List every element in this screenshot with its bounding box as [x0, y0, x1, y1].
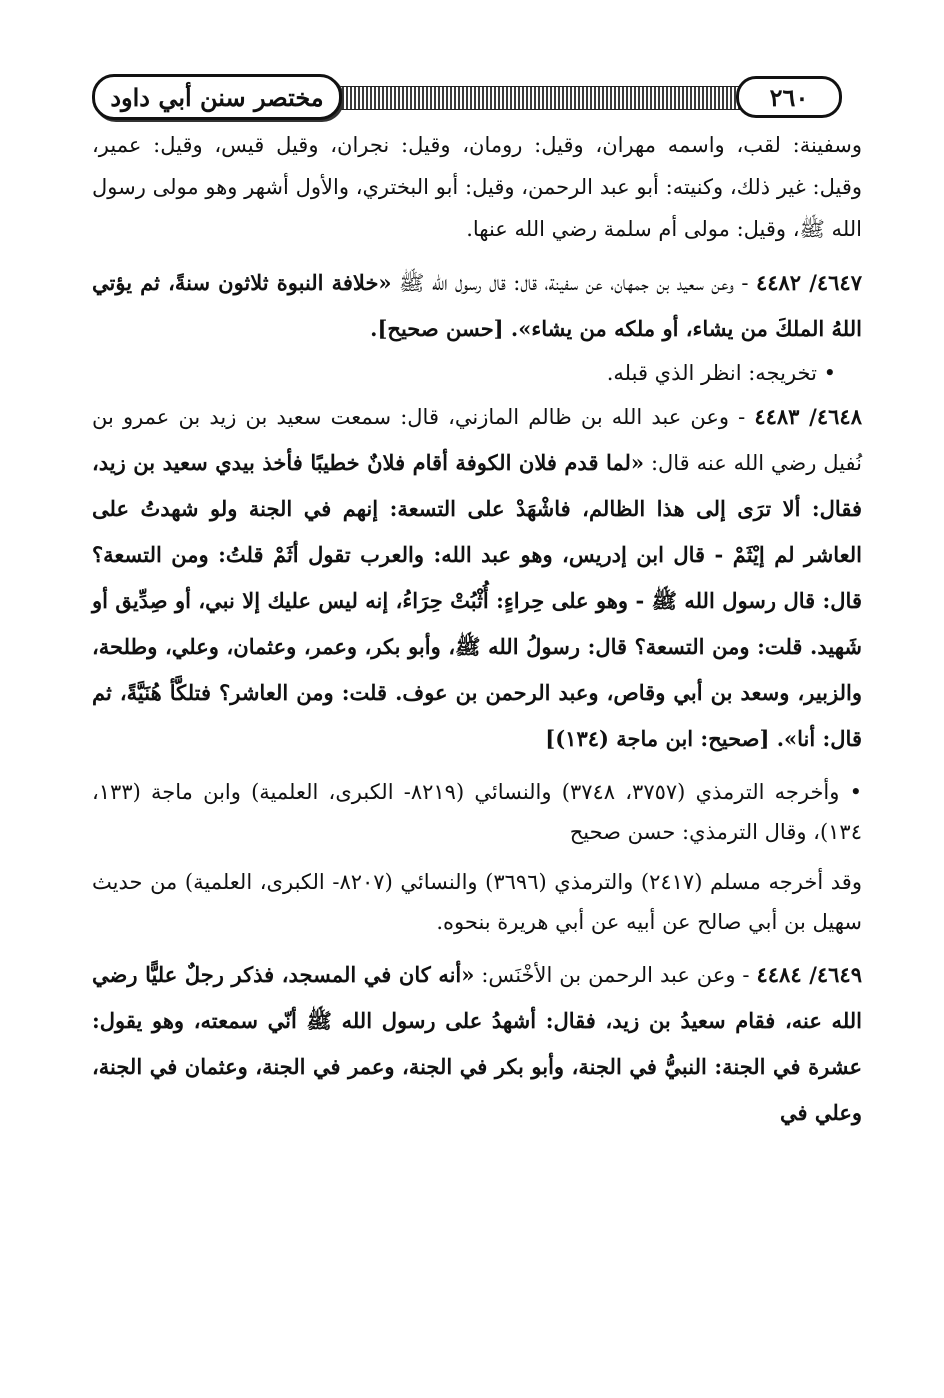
hadith-isnad: - وعن عبد الله بن ظالم المازني، قال: سمعت سعيد بن زيد بن عمرو بن نُفيل رضي الله عنه قال:	[92, 405, 862, 475]
takhrij-4647	[92, 352, 862, 394]
hadith-isnad: - وعن عبد الرحمن بن الأخْنَس:	[481, 963, 750, 987]
page-header	[92, 74, 862, 120]
commentary-text: وسفينة: لقب، واسمه مهران، وقيل: رومان، وقيل: نجران، وقيل قيس، وقيل: عمير، وقيل: غير ذلك، وكنيته: أبو عبد الرحمن، وقيل: أبو البختري، والأول أشهر وهو مولى رسول الله ﷺ، وقيل: مولى أم سلمة رضي الله عنها.	[92, 133, 862, 241]
takhrij-4648-b	[92, 862, 862, 942]
page-body	[92, 124, 862, 1136]
book-title-cartouche: مختصر سنن أبي داود	[92, 74, 342, 120]
hadith-number: ٤٦٤٨/ ٤٤٨٣	[754, 404, 862, 429]
hadith-4647	[92, 260, 862, 352]
takhrij-4648-a	[92, 772, 862, 852]
takhrij-text: • تخريجه: انظر الذي قبله.	[606, 361, 836, 385]
hadith-number: ٤٦٤٩/ ٤٤٨٤	[756, 962, 862, 987]
takhrij-text: وقد أخرجه مسلم (٢٤١٧) والترمذي (٣٦٩٦) والنسائي (٨٢٠٧- الكبرى، العلمية) من حديث سهيل بن أبي صالح عن أبيه عن أبي هريرة بنحوه.	[92, 870, 862, 934]
hadith-number: ٤٦٤٧/ ٤٤٨٢	[755, 270, 862, 295]
hadith-matn: «لما قدم فلان الكوفة أقام فلانٌ خطيبًا فأخذ بيدي سعيد بن زيد، فقال: ألا ترَى إلى هذا الظالم، فاشْهَدْ على التسعة: إنهم في الجنة ولو شهدتُ على العاشر لم إيْثَمْ - قال ابن إدريس، وهو عبد الله: والعرب تقول أثَمْ قلتُ: ومن التسعة؟ قال: قال رسول الله ﷺ - وهو على حِراءٍ: أُثْبُتْ حِرَاءُ، إنه ليس عليك إلا نبي، أو صِدِّيق أو شَهيد. قلت: ومن التسعة؟ قال: رسولُ الله ﷺ، وأبو بكر، وعمر، وعثمان، وعلي، وطلحة، والزبير، وسعد بن أبي وقاص، وعبد الرحمن بن عوف. قلت: ومن العاشر؟ فتلكَّأ هُنَيَّةً، ثم قال: أنا». [صحيح: ابن ماجة (١٣٤)]	[92, 450, 862, 751]
hadith-matn: «أنه كان في المسجد، فذكر رجلٌ عليًّا رضي الله عنه، فقام سعيدُ بن زيد، فقال: أشهدُ على رسول الله ﷺ أنّي سمعته، وهو يقول: عشرة في الجنة: النبيُّ في الجنة، وأبو بكر في الجنة، وعمر في الجنة، وعثمان في الجنة، وعلي في	[92, 962, 862, 1125]
hadith-4649	[92, 952, 862, 1136]
hadith-matn: «خلافة النبوة ثلاثون سنةً، ثم يؤتي اللهُ الملكَ من يشاء، أو ملكه من يشاء». [حسن صحيح].	[92, 270, 862, 341]
commentary-paragraph	[92, 124, 862, 250]
hadith-isnad: - وعن سعيد بن جمهان، عن سفينة، قال: قال رسول الله ﷺ	[399, 271, 749, 295]
page-number: ٢٦٠	[736, 76, 842, 118]
hadith-4648	[92, 394, 862, 762]
takhrij-text: • وأخرجه الترمذي (٣٧٥٧، ٣٧٤٨) والنسائي (٨٢١٩- الكبرى، العلمية) وابن ماجة (١٣٣، ١٣٤)، وقال الترمذي: حسن صحيح	[92, 780, 862, 844]
